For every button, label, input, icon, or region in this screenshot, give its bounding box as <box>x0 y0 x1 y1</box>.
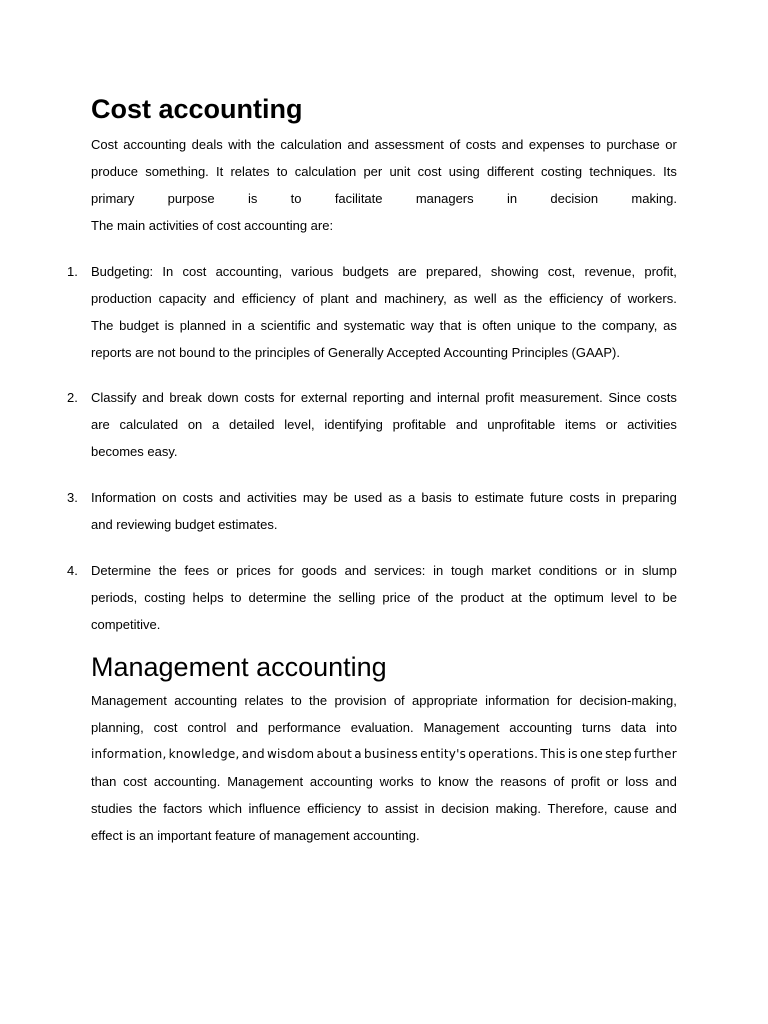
list-item <box>91 484 677 538</box>
word: conditions <box>538 563 598 578</box>
word: used <box>354 490 383 505</box>
word: to <box>561 318 573 333</box>
word: cause <box>613 801 649 816</box>
word: the <box>256 137 275 152</box>
word: costs <box>646 390 677 405</box>
word: of <box>449 137 461 152</box>
word: operations. <box>468 747 539 761</box>
word: company, <box>602 318 658 333</box>
word: cost <box>123 774 147 789</box>
word: business <box>364 747 418 761</box>
word: facilitate <box>334 191 383 206</box>
paragraph-line <box>91 714 677 741</box>
word: techniques. <box>589 164 656 179</box>
word: wisdom <box>267 747 315 761</box>
word: and <box>655 801 677 816</box>
list-item <box>91 258 677 366</box>
word: unprofitable <box>487 417 556 432</box>
word: are <box>397 264 417 279</box>
word: accounting. <box>153 774 221 789</box>
list-item <box>91 384 677 465</box>
word: relates <box>244 693 284 708</box>
word: and <box>355 291 378 306</box>
word: unique <box>516 318 556 333</box>
word: the <box>309 693 328 708</box>
word: managers <box>415 191 474 206</box>
word: The <box>91 318 114 333</box>
word: and <box>501 137 524 152</box>
word: deals <box>191 137 223 152</box>
word: plant <box>320 291 349 306</box>
list-number: 1. <box>67 264 78 279</box>
word: and <box>213 291 235 306</box>
word: to <box>367 801 379 816</box>
word: well <box>474 291 497 306</box>
word: scientific <box>260 318 311 333</box>
word: identifying <box>324 417 383 432</box>
word: is <box>567 747 578 761</box>
word: In <box>162 264 174 279</box>
word: break <box>169 390 202 405</box>
list-item-line <box>91 384 677 411</box>
list-item-line: competitive. <box>91 617 161 632</box>
list-item-line <box>91 285 677 312</box>
word: activities <box>627 417 677 432</box>
word: of <box>302 291 314 306</box>
intro-line <box>91 131 677 158</box>
word: at <box>510 590 522 605</box>
word: one <box>579 747 603 761</box>
word: studies <box>91 801 133 816</box>
word: cost <box>182 264 207 279</box>
intro-line: The main activities of cost accounting are: <box>91 218 334 233</box>
word: relates <box>230 164 270 179</box>
word: Management <box>423 720 500 735</box>
word: goods <box>301 563 337 578</box>
word: about <box>316 747 353 761</box>
paragraph-line <box>91 687 677 714</box>
word: Therefore, <box>547 801 608 816</box>
word: costing <box>540 164 583 179</box>
word: revenue, <box>584 264 636 279</box>
word: entity's <box>420 747 467 761</box>
word: the <box>475 774 494 789</box>
management-accounting-heading: Management accounting <box>91 652 387 682</box>
paragraph-line: effect is an important feature of management accounting. <box>91 828 420 843</box>
word: as <box>503 291 518 306</box>
word: is <box>247 191 258 206</box>
word: accounting <box>174 693 238 708</box>
word: data <box>620 720 647 735</box>
word: expenses <box>528 137 585 152</box>
word: periods, <box>91 590 138 605</box>
word: Cost <box>91 137 118 152</box>
list-item-line <box>91 258 677 285</box>
word: or <box>606 774 619 789</box>
word: and <box>347 137 370 152</box>
word: cost, <box>547 264 576 279</box>
word: services: <box>374 563 426 578</box>
word: decision-making, <box>579 693 677 708</box>
word: knowledge, <box>168 747 240 761</box>
word: Budgeting: <box>91 264 154 279</box>
word: It <box>216 164 224 179</box>
word: calculation <box>280 137 342 152</box>
word: Its <box>663 164 677 179</box>
word: way <box>410 318 434 333</box>
word: in <box>624 563 635 578</box>
word: and <box>455 417 478 432</box>
word: appropriate <box>412 693 478 708</box>
intro-line <box>91 185 677 212</box>
word: costs <box>465 137 497 152</box>
word: know <box>438 774 469 789</box>
word: decision <box>441 801 489 816</box>
word: turns <box>582 720 611 735</box>
word: efficiency <box>241 291 296 306</box>
word: be <box>333 490 348 505</box>
word: be <box>662 590 677 605</box>
word: Determine <box>91 563 151 578</box>
word: efficiency <box>307 801 362 816</box>
list-item-line <box>91 312 677 339</box>
word: control <box>187 720 227 735</box>
word: unit <box>389 164 411 179</box>
word: further <box>634 747 677 761</box>
word: Classify <box>91 390 137 405</box>
word: loss <box>625 774 649 789</box>
word: or <box>216 563 229 578</box>
word: are <box>91 417 110 432</box>
word: of <box>417 590 429 605</box>
word: profitable <box>392 417 447 432</box>
word: level, <box>284 417 315 432</box>
word: decision <box>550 191 599 206</box>
word: prepared, <box>425 264 482 279</box>
word: into <box>655 720 677 735</box>
word: This <box>540 747 566 761</box>
list-item-line <box>91 557 677 584</box>
word: workers. <box>627 291 677 306</box>
word: using <box>448 164 480 179</box>
management-accounting-paragraph <box>91 687 677 849</box>
word: to <box>290 191 302 206</box>
intro-line <box>91 158 677 185</box>
paragraph-line <box>91 795 677 822</box>
list-item-line: and reviewing budget estimates. <box>91 517 278 532</box>
word: for <box>280 390 296 405</box>
word: different <box>487 164 534 179</box>
word: provision <box>334 693 387 708</box>
word: for <box>278 563 294 578</box>
list-item-line <box>91 411 677 438</box>
word: with <box>228 137 252 152</box>
paragraph-line <box>91 768 677 795</box>
list-item-line <box>91 584 677 611</box>
word: slump <box>642 563 677 578</box>
word: product <box>460 590 504 605</box>
word: measurement. <box>519 390 603 405</box>
word: produce <box>91 164 138 179</box>
word: the <box>435 590 454 605</box>
word: of <box>393 693 405 708</box>
word: calculated <box>119 417 179 432</box>
word: something. <box>145 164 209 179</box>
word: various <box>291 264 334 279</box>
word: external <box>300 390 348 405</box>
word: works <box>379 774 414 789</box>
word: information <box>485 693 550 708</box>
word: fees <box>184 563 210 578</box>
word: level <box>610 590 638 605</box>
word: of <box>609 291 621 306</box>
word: costing <box>144 590 186 605</box>
word: Information <box>91 490 157 505</box>
word: capacity <box>158 291 207 306</box>
word: planned <box>179 318 227 333</box>
word: purchase <box>606 137 660 152</box>
word: performance <box>267 720 341 735</box>
word: determine <box>248 590 307 605</box>
word: primary <box>91 191 135 206</box>
word: the <box>578 318 597 333</box>
word: assessment <box>374 137 444 152</box>
word: and <box>344 563 367 578</box>
word: preparing <box>621 490 677 505</box>
word: basis <box>421 490 452 505</box>
word: is <box>467 318 477 333</box>
word: is <box>164 318 175 333</box>
list-item <box>91 557 677 638</box>
word: step <box>605 747 632 761</box>
word: and <box>219 490 241 505</box>
word: costs <box>244 390 275 405</box>
word: and <box>241 747 265 761</box>
word: in <box>433 563 444 578</box>
list-item-line: becomes easy. <box>91 444 178 459</box>
word: factors <box>163 801 203 816</box>
word: the <box>138 801 157 816</box>
word: making. <box>631 191 677 206</box>
word: accounting <box>309 774 373 789</box>
word: as <box>388 490 403 505</box>
word: activities <box>246 490 297 505</box>
word: per <box>363 164 383 179</box>
word: the <box>524 291 543 306</box>
word: items <box>564 417 597 432</box>
word: to <box>290 693 302 708</box>
word: profit <box>485 390 515 405</box>
word: to <box>457 490 469 505</box>
word: estimate <box>474 490 524 505</box>
word: evaluation. <box>350 720 414 735</box>
word: reporting <box>352 390 405 405</box>
word: price <box>382 590 411 605</box>
word: selling <box>338 590 376 605</box>
word: making. <box>495 801 541 816</box>
word: profit <box>571 774 600 789</box>
paragraph-line <box>91 741 677 768</box>
word: the <box>158 563 177 578</box>
word: production <box>91 291 152 306</box>
word: purpose <box>167 191 215 206</box>
word: efficiency <box>549 291 604 306</box>
list-item-line <box>91 484 677 511</box>
word: prices <box>236 563 271 578</box>
word: and <box>142 390 164 405</box>
word: for <box>556 693 572 708</box>
word: cost <box>417 164 442 179</box>
word: showing <box>490 264 539 279</box>
list-number: 2. <box>67 390 78 405</box>
word: and <box>316 318 338 333</box>
word: tough <box>450 563 484 578</box>
word: of <box>553 774 565 789</box>
word: a <box>212 417 220 432</box>
word: may <box>302 490 328 505</box>
word: the <box>313 590 332 605</box>
word: Management <box>227 774 304 789</box>
word: to <box>420 774 432 789</box>
word: Management <box>91 693 167 708</box>
word: profit, <box>644 264 677 279</box>
word: internal <box>436 390 480 405</box>
word: as <box>663 318 677 333</box>
word: to <box>589 137 601 152</box>
word: assist <box>384 801 419 816</box>
word: that <box>439 318 462 333</box>
word: and <box>409 390 432 405</box>
word: or <box>665 137 677 152</box>
word: optimum <box>553 590 604 605</box>
cost-accounting-intro <box>91 131 677 239</box>
word: future <box>529 490 564 505</box>
word: which <box>208 801 243 816</box>
word: machinery, <box>384 291 447 306</box>
word: costs <box>569 490 600 505</box>
word: to <box>644 590 656 605</box>
word: to <box>230 590 242 605</box>
word: or <box>604 563 617 578</box>
word: to <box>276 164 288 179</box>
word: the <box>528 590 547 605</box>
word: budgets <box>342 264 389 279</box>
word: planning, <box>91 720 144 735</box>
word: costs <box>182 490 214 505</box>
word: accounting <box>123 137 187 152</box>
word: information, <box>91 747 167 761</box>
word: or <box>605 417 618 432</box>
word: on <box>187 417 203 432</box>
word: a <box>408 490 416 505</box>
word: a <box>354 747 362 761</box>
word: in <box>424 801 435 816</box>
word: influence <box>248 801 301 816</box>
word: as <box>453 291 468 306</box>
word: systematic <box>343 318 406 333</box>
word: budget <box>119 318 159 333</box>
word: accounting, <box>215 264 283 279</box>
word: and <box>655 774 677 789</box>
word: cost <box>153 720 178 735</box>
word: calculation <box>294 164 357 179</box>
word: often <box>482 318 512 333</box>
word: in <box>231 318 242 333</box>
word: a <box>247 318 255 333</box>
word: helps <box>192 590 224 605</box>
list-number: 4. <box>67 563 78 578</box>
word: reasons <box>500 774 547 789</box>
word: on <box>162 490 177 505</box>
word: detailed <box>228 417 275 432</box>
word: and <box>236 720 258 735</box>
word: down <box>207 390 239 405</box>
word: Since <box>608 390 641 405</box>
word: in <box>605 490 616 505</box>
word: accounting <box>509 720 573 735</box>
list-item-line: reports are not bound to the principles of Generally Accepted Accounting Principles (GAAP). <box>91 345 620 360</box>
list-number: 3. <box>67 490 78 505</box>
word: than <box>91 774 117 789</box>
word: in <box>506 191 518 206</box>
cost-accounting-heading: Cost accounting <box>91 94 303 124</box>
word: market <box>491 563 531 578</box>
